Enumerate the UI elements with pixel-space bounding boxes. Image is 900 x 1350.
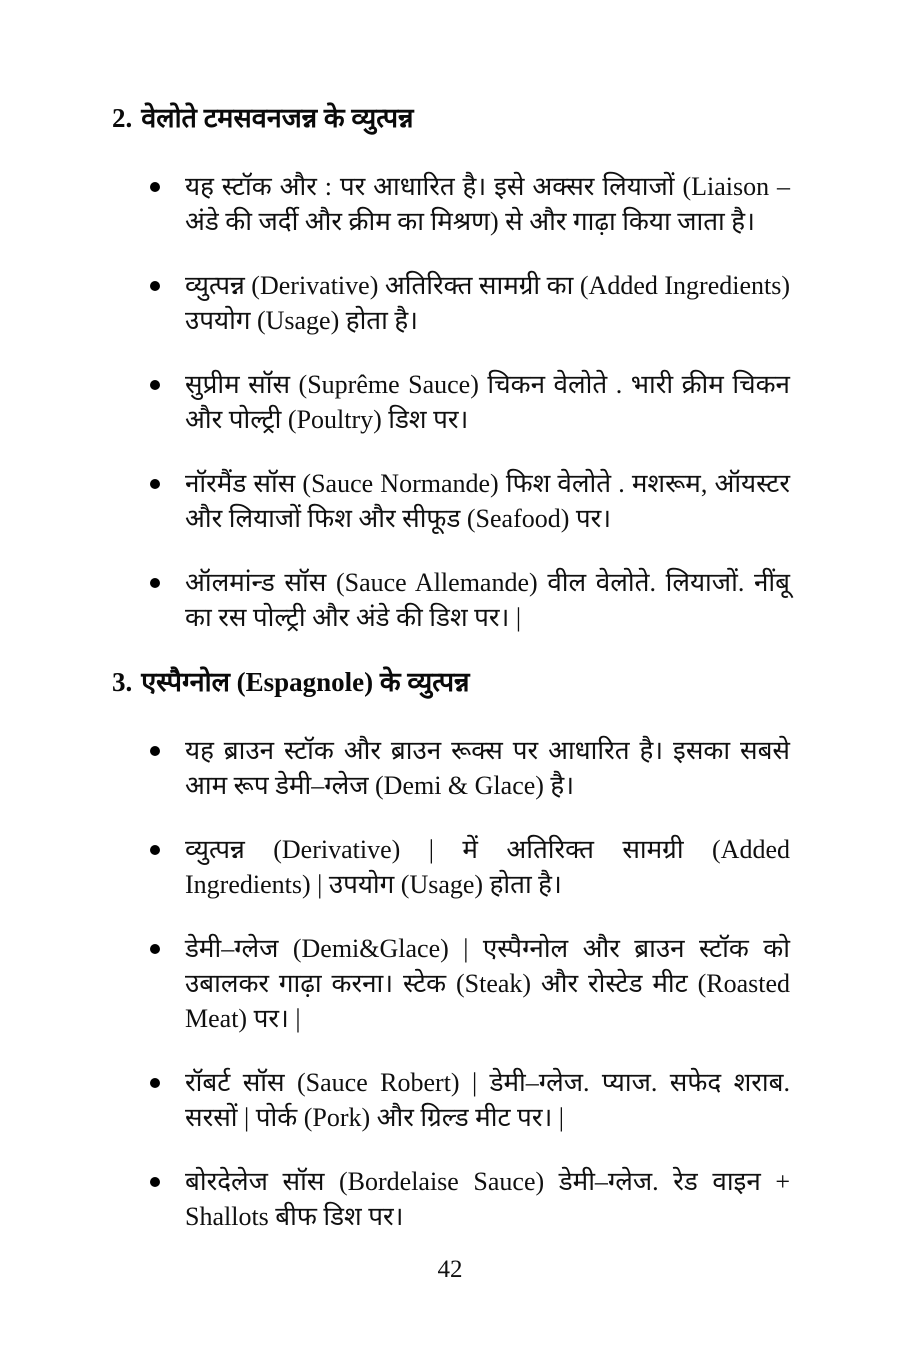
bullet-text: रॉबर्ट सॉस (Sauce Robert) | डेमी–ग्लेज. प्याज. सफेद शराब. सरसों | पोर्क (Pork) और ग्रिल्ड मीट पर। | [185,1068,790,1132]
bullet-icon [150,845,160,855]
section-veloute-derivatives [112,100,790,635]
section-title: एस्पैग्नोल (Espagnole) के व्युत्पन्न [141,667,470,697]
list-item [112,367,790,437]
bullet-text: नॉरमैंड सॉस (Sauce Normande) फिश वेलोते . मशरूम, ऑयस्टर और लियाजों फिश और सीफूड (Seafood) पर। [185,469,790,533]
bullet-text: व्युत्पन्न (Derivative) | में अतिरिक्त सामग्री (Added Ingredients) | उपयोग (Usage) होता है। [185,835,790,899]
page-content [112,100,790,1263]
list-item [112,733,790,803]
page-number: 42 [437,1256,463,1283]
list-item [112,169,790,239]
bullet-icon [150,479,160,489]
section-espagnole-derivatives [112,664,790,1234]
section-number: 2. [112,103,133,133]
section-title: वेलोते टमसवनजन्न के व्युत्पन्न [141,103,414,133]
list-item [112,268,790,338]
bullet-icon [150,1078,160,1088]
list-item [112,832,790,902]
list-item [112,565,790,635]
bullet-list [112,733,790,1234]
bullet-text: व्युत्पन्न (Derivative) अतिरिक्त सामग्री का (Added Ingredients) उपयोग (Usage) होता है। [185,271,790,335]
list-item [112,931,790,1036]
section-heading [112,664,790,700]
bullet-icon [150,182,160,192]
bullet-text: बोरदेलेज सॉस (Bordelaise Sauce) डेमी–ग्लेज. रेड वाइन + Shallots बीफ डिश पर। [185,1167,790,1231]
bullet-icon [150,1177,160,1187]
section-heading [112,100,790,136]
bullet-text: सुप्रीम सॉस (Suprême Sauce) चिकन वेलोते . भारी क्रीम चिकन और पोल्ट्री (Poultry) डिश पर। [185,370,790,434]
bullet-text: यह ब्राउन स्टॉक और ब्राउन रूक्स पर आधारित है। इसका सबसे आम रूप डेमी–ग्लेज (Demi & Glace) है। [185,736,790,800]
bullet-icon [150,578,160,588]
bullet-text: डेमी–ग्लेज (Demi&Glace) | एस्पैग्नोल और ब्राउन स्टॉक को उबालकर गाढ़ा करना। स्टेक (Steak) और रोस्टेड मीट (Roasted Meat) पर। | [185,934,790,1033]
list-item [112,1164,790,1234]
list-item [112,1065,790,1135]
bullet-text: ऑलमांन्ड सॉस (Sauce Allemande) वील वेलोते. लियाजों. नींबू का रस पोल्ट्री और अंडे की डिश पर। | [185,568,790,632]
bullet-icon [150,281,160,291]
bullet-icon [150,380,160,390]
bullet-icon [150,746,160,756]
section-number: 3. [112,667,133,697]
bullet-icon [150,944,160,954]
list-item [112,466,790,536]
bullet-list [112,169,790,635]
bullet-text: यह स्टॉक और : पर आधारित है। इसे अक्सर लियाजों (Liaison – अंडे की जर्दी और क्रीम का मिश्रण) से और गाढ़ा किया जाता है। [185,172,790,236]
